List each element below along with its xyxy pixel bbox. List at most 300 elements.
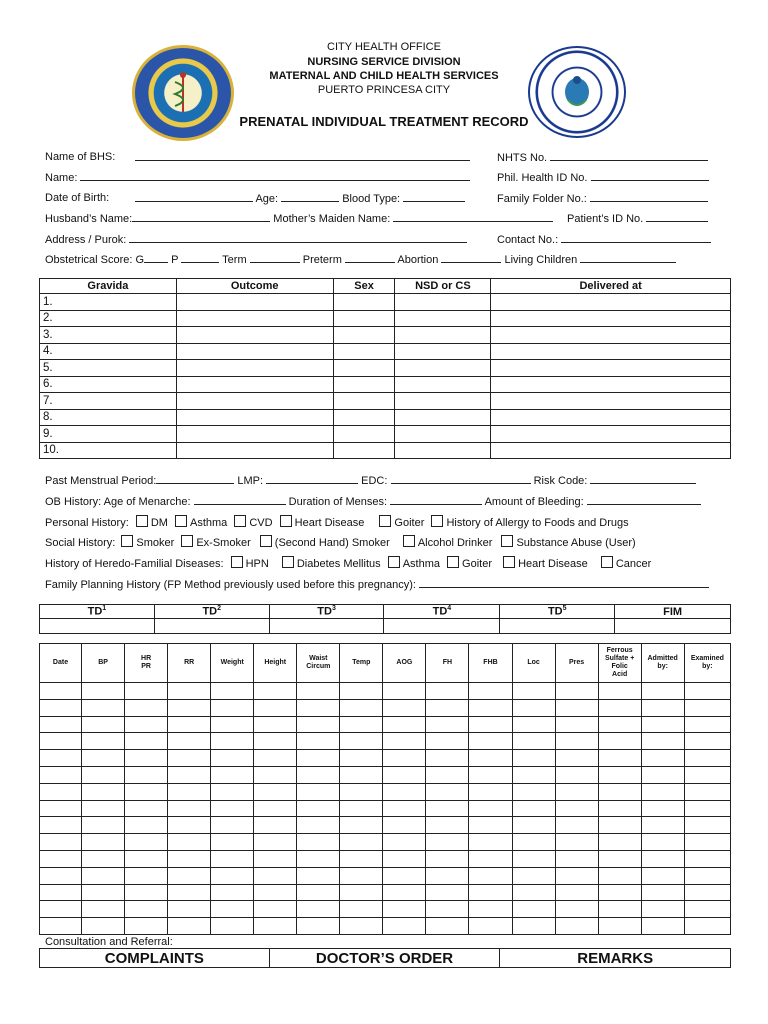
visit-cell[interactable] [469,783,512,800]
visit-cell[interactable] [340,800,383,817]
visit-cell[interactable] [297,867,340,884]
visit-cell[interactable] [598,683,641,700]
visit-cell[interactable] [340,750,383,767]
delivered-at-cell[interactable] [491,376,731,393]
visit-cell[interactable] [40,733,82,750]
visit-cell[interactable] [125,683,168,700]
visit-cell[interactable] [555,800,598,817]
visit-cell[interactable] [383,817,426,834]
visit-cell[interactable] [297,918,340,935]
visit-cell[interactable] [82,817,125,834]
delivered-at-cell[interactable] [491,294,731,311]
visit-cell[interactable] [254,918,297,935]
visit-cell[interactable] [340,918,383,935]
delivered-at-cell[interactable] [491,310,731,327]
visit-cell[interactable] [168,733,211,750]
visit-cell[interactable] [125,867,168,884]
visit-cell[interactable] [684,733,730,750]
visit-cell[interactable] [555,766,598,783]
visit-cell[interactable] [211,867,254,884]
fim-cell[interactable] [615,619,731,634]
visit-cell[interactable] [168,867,211,884]
visit-cell[interactable] [383,716,426,733]
visit-cell[interactable] [254,750,297,767]
visit-cell[interactable] [555,918,598,935]
alcohol-drinker-checkbox[interactable] [403,535,415,547]
visit-cell[interactable] [340,783,383,800]
visit-cell[interactable] [469,733,512,750]
visit-cell[interactable] [426,750,469,767]
visit-cell[interactable] [211,766,254,783]
visit-cell[interactable] [426,783,469,800]
visit-cell[interactable] [512,733,555,750]
diabetes-checkbox[interactable] [282,556,294,568]
visit-cell[interactable] [641,683,684,700]
visit-cell[interactable] [254,901,297,918]
visit-cell[interactable] [512,884,555,901]
visit-cell[interactable] [555,683,598,700]
delivered-at-cell[interactable] [491,426,731,443]
visit-cell[interactable] [641,699,684,716]
nsd-cs-cell[interactable] [395,343,491,360]
visit-cell[interactable] [168,750,211,767]
duration-input[interactable] [390,494,482,505]
visit-cell[interactable] [82,750,125,767]
preterm-input[interactable] [345,252,395,263]
visit-cell[interactable] [598,867,641,884]
visit-cell[interactable] [340,834,383,851]
nsd-cs-cell[interactable] [395,327,491,344]
visit-cell[interactable] [340,733,383,750]
visit-cell[interactable] [40,683,82,700]
visit-cell[interactable] [512,683,555,700]
sex-cell[interactable] [333,426,395,443]
visit-cell[interactable] [254,850,297,867]
visit-cell[interactable] [40,699,82,716]
visit-cell[interactable] [598,766,641,783]
edc-input[interactable] [391,473,531,484]
visit-cell[interactable] [469,918,512,935]
visit-cell[interactable] [297,800,340,817]
visit-cell[interactable] [684,884,730,901]
visit-cell[interactable] [512,800,555,817]
cvd-checkbox[interactable] [234,515,246,527]
visit-cell[interactable] [168,918,211,935]
visit-cell[interactable] [512,850,555,867]
nsd-cs-cell[interactable] [395,426,491,443]
visit-cell[interactable] [40,884,82,901]
para-input[interactable] [181,252,219,263]
visit-cell[interactable] [297,901,340,918]
outcome-cell[interactable] [176,343,333,360]
delivered-at-cell[interactable] [491,360,731,377]
visit-cell[interactable] [211,901,254,918]
visit-cell[interactable] [426,901,469,918]
visit-cell[interactable] [684,699,730,716]
bleeding-input[interactable] [587,494,701,505]
visit-cell[interactable] [426,834,469,851]
delivered-at-cell[interactable] [491,442,731,459]
visit-cell[interactable] [211,834,254,851]
visit-cell[interactable] [512,699,555,716]
visit-cell[interactable] [383,783,426,800]
visit-cell[interactable] [641,817,684,834]
visit-cell[interactable] [82,884,125,901]
visit-cell[interactable] [684,817,730,834]
visit-cell[interactable] [598,750,641,767]
smoker-checkbox[interactable] [121,535,133,547]
outcome-cell[interactable] [176,426,333,443]
visit-cell[interactable] [641,766,684,783]
td1-cell[interactable] [40,619,155,634]
visit-cell[interactable] [383,918,426,935]
abortion-input[interactable] [441,252,501,263]
visit-cell[interactable] [40,800,82,817]
goiter-checkbox[interactable] [379,515,391,527]
visit-cell[interactable] [426,817,469,834]
nsd-cs-cell[interactable] [395,294,491,311]
nsd-cs-cell[interactable] [395,442,491,459]
sex-cell[interactable] [333,327,395,344]
ex-smoker-checkbox[interactable] [181,535,193,547]
visit-cell[interactable] [211,733,254,750]
blood-type-input[interactable] [403,191,465,202]
sex-cell[interactable] [333,343,395,360]
visit-cell[interactable] [297,766,340,783]
visit-cell[interactable] [426,850,469,867]
address-input[interactable] [129,232,467,243]
visit-cell[interactable] [641,733,684,750]
sex-cell[interactable] [333,409,395,426]
visit-cell[interactable] [211,750,254,767]
visit-cell[interactable] [211,699,254,716]
visit-cell[interactable] [383,867,426,884]
visit-cell[interactable] [512,716,555,733]
risk-code-input[interactable] [590,473,696,484]
visit-cell[interactable] [254,800,297,817]
sex-cell[interactable] [333,442,395,459]
visit-cell[interactable] [82,783,125,800]
visit-cell[interactable] [598,884,641,901]
patient-id-input[interactable] [646,211,708,222]
visit-cell[interactable] [125,800,168,817]
visit-cell[interactable] [641,783,684,800]
visit-cell[interactable] [211,850,254,867]
visit-cell[interactable] [641,716,684,733]
sex-cell[interactable] [333,393,395,410]
visit-cell[interactable] [383,733,426,750]
visit-cell[interactable] [297,733,340,750]
visit-cell[interactable] [211,817,254,834]
dob-input[interactable] [135,191,253,202]
visit-cell[interactable] [211,884,254,901]
visit-cell[interactable] [297,716,340,733]
visit-cell[interactable] [254,783,297,800]
visit-cell[interactable] [555,750,598,767]
visit-cell[interactable] [340,699,383,716]
visit-cell[interactable] [297,817,340,834]
visit-cell[interactable] [40,867,82,884]
outcome-cell[interactable] [176,409,333,426]
visit-cell[interactable] [82,901,125,918]
visit-cell[interactable] [340,867,383,884]
substance-abuse-checkbox[interactable] [501,535,513,547]
visit-cell[interactable] [168,716,211,733]
visit-cell[interactable] [469,699,512,716]
pmp-input[interactable] [156,473,234,484]
delivered-at-cell[interactable] [491,327,731,344]
nsd-cs-cell[interactable] [395,393,491,410]
visit-cell[interactable] [254,683,297,700]
nsd-cs-cell[interactable] [395,360,491,377]
visit-cell[interactable] [82,733,125,750]
visit-cell[interactable] [512,783,555,800]
visit-cell[interactable] [512,901,555,918]
visit-cell[interactable] [641,884,684,901]
visit-cell[interactable] [211,716,254,733]
visit-cell[interactable] [684,918,730,935]
visit-cell[interactable] [168,817,211,834]
visit-cell[interactable] [40,850,82,867]
visit-cell[interactable] [340,716,383,733]
visit-cell[interactable] [469,766,512,783]
visit-cell[interactable] [641,800,684,817]
sex-cell[interactable] [333,310,395,327]
visit-cell[interactable] [684,834,730,851]
visit-cell[interactable] [211,918,254,935]
visit-cell[interactable] [684,800,730,817]
visit-cell[interactable] [297,834,340,851]
visit-cell[interactable] [125,817,168,834]
visit-cell[interactable] [340,901,383,918]
visit-cell[interactable] [684,867,730,884]
outcome-cell[interactable] [176,327,333,344]
visit-cell[interactable] [426,800,469,817]
td3-cell[interactable] [269,619,384,634]
delivered-at-cell[interactable] [491,343,731,360]
visit-cell[interactable] [40,766,82,783]
visit-cell[interactable] [555,901,598,918]
visit-cell[interactable] [598,783,641,800]
visit-cell[interactable] [469,884,512,901]
visit-cell[interactable] [512,834,555,851]
visit-cell[interactable] [82,850,125,867]
visit-cell[interactable] [555,884,598,901]
td4-cell[interactable] [384,619,500,634]
visit-cell[interactable] [168,783,211,800]
visit-cell[interactable] [125,850,168,867]
bhs-input[interactable] [135,150,470,161]
visit-cell[interactable] [297,850,340,867]
visit-cell[interactable] [641,834,684,851]
visit-cell[interactable] [383,834,426,851]
visit-cell[interactable] [340,766,383,783]
visit-cell[interactable] [82,867,125,884]
visit-cell[interactable] [469,750,512,767]
visit-cell[interactable] [555,834,598,851]
visit-cell[interactable] [168,800,211,817]
visit-cell[interactable] [641,750,684,767]
term-input[interactable] [250,252,300,263]
nsd-cs-cell[interactable] [395,376,491,393]
td5-cell[interactable] [500,619,615,634]
philhealth-input[interactable] [591,170,709,181]
visit-cell[interactable] [297,699,340,716]
visit-cell[interactable] [555,867,598,884]
visit-cell[interactable] [211,683,254,700]
visit-cell[interactable] [512,766,555,783]
visit-cell[interactable] [684,783,730,800]
visit-cell[interactable] [254,733,297,750]
outcome-cell[interactable] [176,376,333,393]
visit-cell[interactable] [168,699,211,716]
outcome-cell[interactable] [176,360,333,377]
visit-cell[interactable] [340,884,383,901]
visit-cell[interactable] [168,884,211,901]
visit-cell[interactable] [469,901,512,918]
visit-cell[interactable] [684,716,730,733]
visit-cell[interactable] [40,918,82,935]
visit-cell[interactable] [641,850,684,867]
visit-cell[interactable] [555,716,598,733]
contact-input[interactable] [561,232,711,243]
visit-cell[interactable] [297,884,340,901]
visit-cell[interactable] [125,834,168,851]
visit-cell[interactable] [40,901,82,918]
living-children-input[interactable] [580,252,676,263]
visit-cell[interactable] [125,783,168,800]
visit-cell[interactable] [598,834,641,851]
visit-cell[interactable] [297,683,340,700]
visit-cell[interactable] [168,766,211,783]
visit-cell[interactable] [340,817,383,834]
visit-cell[interactable] [598,800,641,817]
td2-cell[interactable] [154,619,269,634]
visit-cell[interactable] [82,918,125,935]
visit-cell[interactable] [297,750,340,767]
visit-cell[interactable] [125,699,168,716]
delivered-at-cell[interactable] [491,409,731,426]
visit-cell[interactable] [598,901,641,918]
visit-cell[interactable] [40,716,82,733]
menarche-input[interactable] [194,494,286,505]
visit-cell[interactable] [598,716,641,733]
husband-input[interactable] [132,211,270,222]
outcome-cell[interactable] [176,393,333,410]
heredo-heart-disease-checkbox[interactable] [503,556,515,568]
visit-cell[interactable] [426,867,469,884]
visit-cell[interactable] [383,683,426,700]
visit-cell[interactable] [40,783,82,800]
visit-cell[interactable] [598,918,641,935]
visit-cell[interactable] [555,733,598,750]
visit-cell[interactable] [211,800,254,817]
visit-cell[interactable] [469,817,512,834]
visit-cell[interactable] [383,750,426,767]
visit-cell[interactable] [684,766,730,783]
visit-cell[interactable] [383,699,426,716]
visit-cell[interactable] [469,800,512,817]
family-folder-input[interactable] [590,191,708,202]
visit-cell[interactable] [168,850,211,867]
sex-cell[interactable] [333,360,395,377]
visit-cell[interactable] [512,750,555,767]
visit-cell[interactable] [254,817,297,834]
visit-cell[interactable] [598,699,641,716]
visit-cell[interactable] [641,918,684,935]
dm-checkbox[interactable] [136,515,148,527]
heart-disease-checkbox[interactable] [280,515,292,527]
nsd-cs-cell[interactable] [395,310,491,327]
visit-cell[interactable] [383,850,426,867]
visit-cell[interactable] [254,699,297,716]
lmp-input[interactable] [266,473,358,484]
visit-cell[interactable] [426,884,469,901]
nhts-input[interactable] [550,150,708,161]
visit-cell[interactable] [125,750,168,767]
gravida-input[interactable] [144,252,168,263]
visit-cell[interactable] [469,716,512,733]
visit-cell[interactable] [40,817,82,834]
visit-cell[interactable] [383,766,426,783]
visit-cell[interactable] [125,766,168,783]
visit-cell[interactable] [469,850,512,867]
visit-cell[interactable] [512,867,555,884]
visit-cell[interactable] [555,850,598,867]
visit-cell[interactable] [469,683,512,700]
visit-cell[interactable] [598,850,641,867]
visit-cell[interactable] [254,766,297,783]
allergy-checkbox[interactable] [431,515,443,527]
visit-cell[interactable] [426,918,469,935]
visit-cell[interactable] [297,783,340,800]
outcome-cell[interactable] [176,310,333,327]
outcome-cell[interactable] [176,294,333,311]
visit-cell[interactable] [168,834,211,851]
visit-cell[interactable] [426,683,469,700]
visit-cell[interactable] [82,699,125,716]
visit-cell[interactable] [254,867,297,884]
visit-cell[interactable] [641,867,684,884]
visit-cell[interactable] [469,834,512,851]
visit-cell[interactable] [426,766,469,783]
visit-cell[interactable] [469,867,512,884]
visit-cell[interactable] [340,850,383,867]
visit-cell[interactable] [82,716,125,733]
visit-cell[interactable] [125,918,168,935]
family-planning-input[interactable] [419,577,709,588]
visit-cell[interactable] [684,750,730,767]
visit-cell[interactable] [512,817,555,834]
visit-cell[interactable] [82,683,125,700]
visit-cell[interactable] [512,918,555,935]
visit-cell[interactable] [168,901,211,918]
mother-maiden-input[interactable] [393,211,553,222]
outcome-cell[interactable] [176,442,333,459]
visit-cell[interactable] [598,733,641,750]
visit-cell[interactable] [125,901,168,918]
visit-cell[interactable] [383,800,426,817]
visit-cell[interactable] [555,699,598,716]
heredo-goiter-checkbox[interactable] [447,556,459,568]
cancer-checkbox[interactable] [601,556,613,568]
age-input[interactable] [281,191,339,202]
hpn-checkbox[interactable] [231,556,243,568]
visit-cell[interactable] [598,817,641,834]
visit-cell[interactable] [383,884,426,901]
sex-cell[interactable] [333,376,395,393]
name-input[interactable] [80,170,470,181]
